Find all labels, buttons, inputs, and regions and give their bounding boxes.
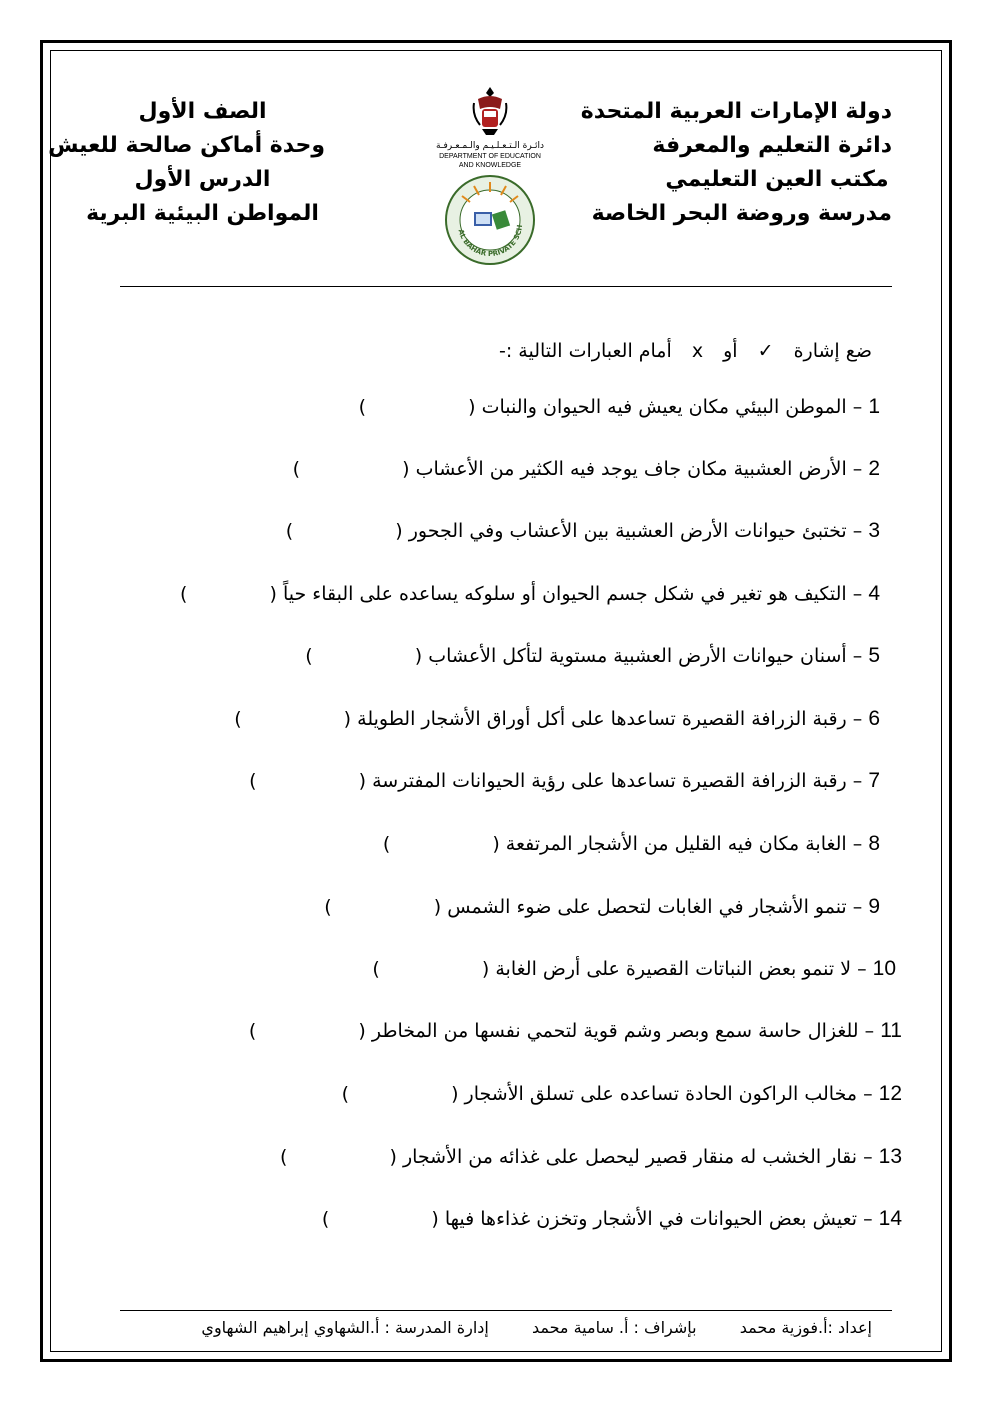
header-divider — [120, 286, 892, 287]
footer-divider — [120, 1310, 892, 1311]
logo-dept-english-2: AND KNOWLEDGE — [458, 162, 522, 169]
question-item: 8 – الغابة مكان فيه القليل من الأشجار المرتفعة ( ) — [382, 832, 880, 855]
emblem-icon — [470, 85, 510, 137]
logo-dept-english-1: DEPARTMENT OF EDUCATION — [439, 153, 541, 160]
question-item: 11 – للغزال حاسة سمع وبصر وشم قوية لتحمي نفسها من المخاطر ( ) — [248, 1019, 902, 1042]
header-office: مكتب العين التعليمي — [665, 167, 889, 192]
header-school: مدرسة وروضة البحر الخاصة — [591, 201, 892, 226]
question-item: 9 – تنمو الأشجار في الغابات لتحصل على ضوء الشمس ( ) — [324, 895, 880, 918]
question-item: 10 – لا تنمو بعض النباتات القصيرة على أرض الغابة ( ) — [372, 957, 896, 980]
header-country: دولة الإمارات العربية المتحدة — [580, 99, 892, 124]
question-item: 12 – مخالب الراكون الحادة تساعده على تسلق الأشجار ( ) — [341, 1082, 902, 1105]
instructions-prefix: ضع إشارة — [793, 340, 872, 362]
question-item: 1 – الموطن البيئي مكان يعيش فيه الحيوان والنبات ( ) — [358, 395, 880, 418]
header-grade: الصف الأول — [138, 99, 267, 124]
question-item: 13 – نقار الخشب له منقار قصير ليحصل على غذائه من الأشجار ( ) — [280, 1145, 902, 1168]
question-item: 4 – التكيف هو تغير في شكل جسم الحيوان أو سلوكه يساعده على البقاء حياً ( ) — [180, 582, 880, 605]
header-unit: وحدة أماكن صالحة للعيش — [48, 133, 325, 158]
school-seal-icon — [444, 174, 536, 266]
footer — [120, 1318, 872, 1337]
footer-prepared-by: إعداد :أ.فوزية محمد — [739, 1318, 872, 1337]
question-item: 3 – تختبئ حيوانات الأرض العشبية بين الأعشاب وفي الجحور ( ) — [285, 519, 880, 542]
question-item: 6 – رقبة الزرافة القصيرة تساعدها على أكل أوراق الأشجار الطويلة ( ) — [234, 707, 880, 730]
question-item: 7 – رقبة الزرافة القصيرة تساعدها على رؤية الحيوانات المفترسة ( ) — [249, 769, 880, 792]
header-lesson-title: المواطن البيئية البرية — [86, 201, 319, 226]
header-lesson-info — [48, 95, 325, 231]
instructions — [499, 340, 872, 362]
question-item: 5 – أسنان حيوانات الأرض العشبية مستوية لتأكل الأعشاب ( ) — [305, 644, 880, 667]
footer-administration: إدارة المدرسة : أ.الشهاوي إبراهيم الشهاوي — [201, 1318, 489, 1337]
school-seal-text: AL BAHAR PRIVATE SCH — [456, 224, 525, 259]
footer-supervision: بإشراف : أ. سامية محمد — [531, 1318, 697, 1337]
instructions-or: أو — [723, 340, 738, 362]
logo-block — [415, 85, 565, 270]
check-icon: ✓ — [757, 340, 774, 362]
question-item: 2 – الأرض العشبية مكان جاف يوجد فيه الكثير من الأعشاب ( ) — [292, 457, 880, 480]
logo-dept-arabic: دائـرة الـتـعـلـيـم والـمـعـرفـة — [436, 141, 544, 151]
x-icon: x — [691, 340, 704, 362]
header-institution — [580, 95, 892, 231]
instructions-suffix: أمام العبارات التالية :- — [498, 340, 672, 362]
header-lesson: الدرس الأول — [134, 167, 271, 192]
header-department: دائرة التعليم والمعرفة — [652, 133, 892, 158]
question-item: 14 – تعيش بعض الحيوانات في الأشجار وتخزن غذاءها فيها ( ) — [321, 1207, 902, 1230]
